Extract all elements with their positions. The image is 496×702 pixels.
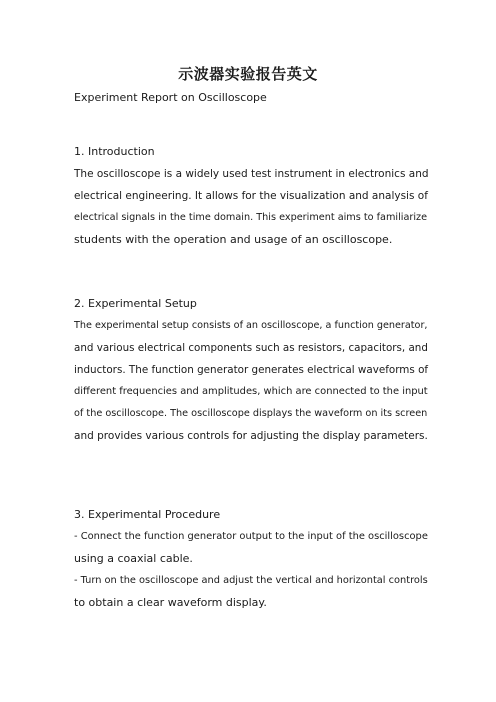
paragraph-line: different frequencies and amplitudes, which are connected to the input	[74, 386, 428, 397]
paragraph-line: electrical signals in the time domain. This experiment aims to familiarize	[74, 212, 428, 223]
procedure-step-line: - Turn on the oscilloscope and adjust the vertical and horizontal controls	[74, 575, 428, 586]
paragraph-line: and provides various controls for adjusting the display parameters.	[74, 430, 428, 442]
document-title: 示波器实验报告英文	[178, 65, 318, 83]
procedure-step-line: using a coaxial cable.	[74, 552, 193, 565]
paragraph-line: students with the operation and usage of an oscilloscope.	[74, 233, 393, 246]
section-introduction	[74, 141, 428, 251]
paragraph-line: The oscilloscope is a widely used test instrument in electronics and	[74, 168, 429, 180]
paragraph-line: inductors. The function generator generates electrical waveforms of	[74, 364, 429, 376]
procedure-step-line: - Connect the function generator output to the input of the oscilloscope	[74, 531, 428, 542]
section-heading: 1. Introduction	[74, 145, 155, 158]
paragraph-line: and various electrical components such as resistors, capacitors, and	[74, 342, 428, 354]
paragraph-line: The experimental setup consists of an oscilloscope, a function generator,	[74, 320, 428, 331]
subtitle-text: Experiment Report on Oscilloscope	[74, 91, 267, 104]
procedure-step-line: to obtain a clear waveform display.	[74, 596, 267, 609]
section-heading: 3. Experimental Procedure	[74, 508, 221, 521]
paragraph-line: electrical engineering. It allows for the visualization and analysis of	[74, 190, 428, 202]
document-subtitle	[74, 87, 428, 109]
section-experimental-setup	[74, 293, 428, 447]
paragraph-line: of the oscilloscope. The oscilloscope displays the waveform on its screen	[74, 408, 428, 419]
section-experimental-procedure	[74, 504, 428, 614]
section-heading: 2. Experimental Setup	[74, 297, 197, 310]
